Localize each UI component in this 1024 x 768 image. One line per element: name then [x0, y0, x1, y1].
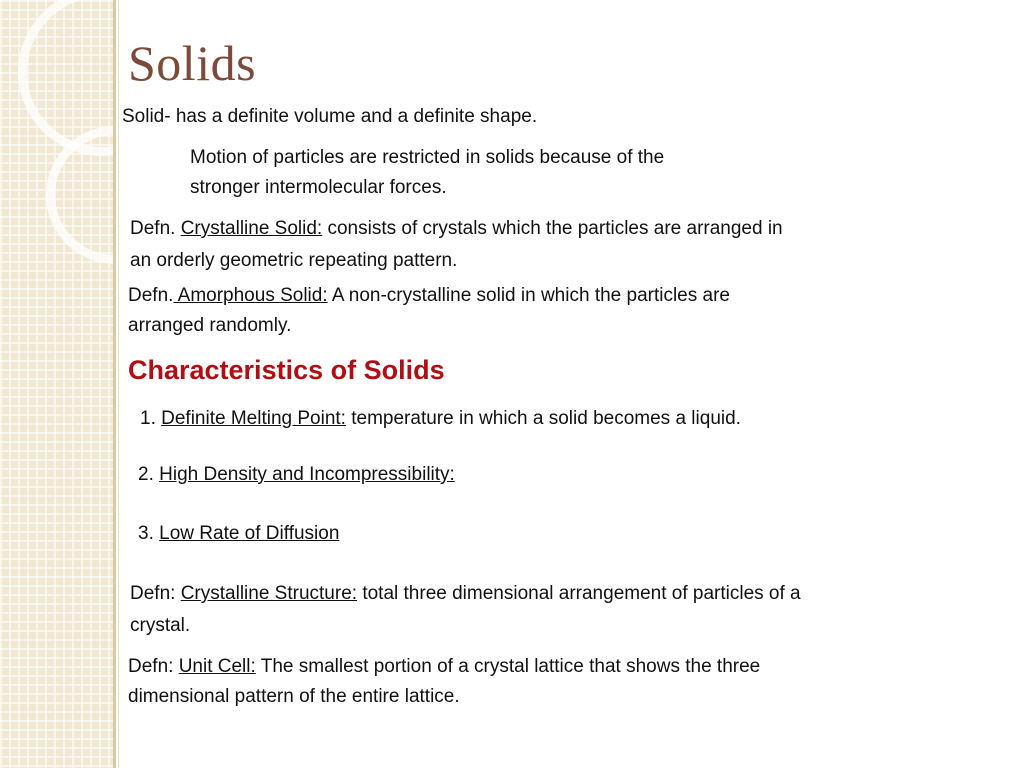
list-item [138, 460, 455, 490]
unit-cell-term: Unit Cell: [178, 656, 256, 677]
defn-prefix: Defn. [128, 285, 174, 306]
crystal-structure-text-1: total three dimensional arrangement of particles of a [357, 583, 801, 604]
item-number: 2. [138, 464, 154, 485]
amorphous-solid-term: Amorphous Solid: [173, 285, 328, 306]
side-divider [113, 0, 116, 768]
side-divider-thin [118, 0, 119, 768]
defn-prefix: Defn: [130, 583, 176, 604]
decorative-side-strip [0, 0, 113, 768]
crystalline-text-2: an orderly geometric repeating pattern. [130, 250, 458, 271]
crystalline-text-1: consists of crystals which the particles are arranged in [322, 218, 783, 239]
crystalline-definition-line-1 [130, 214, 783, 244]
amorphous-definition-line-1 [128, 281, 730, 311]
unit-cell-text-2: dimensional pattern of the entire lattice. [128, 686, 460, 707]
unit-cell-text-1: The smallest portion of a crystal lattice that shows the three [255, 656, 761, 677]
item-text: temperature in which a solid becomes a liquid. [345, 408, 741, 429]
defn-prefix: Defn. [130, 218, 176, 239]
crystalline-structure-term: Crystalline Structure: [180, 583, 358, 604]
defn-prefix: Defn: [128, 656, 174, 677]
item-number: 1. [140, 408, 156, 429]
unit-cell-definition-line-1 [128, 652, 760, 682]
item-term: High Density and Incompressibility: [159, 464, 455, 485]
crystal-structure-definition-line-1 [130, 579, 801, 609]
characteristics-heading: Characteristics of Solids [128, 355, 445, 385]
list-item [140, 404, 741, 434]
item-term: Definite Melting Point: [161, 408, 346, 429]
item-term: Low Rate of Diffusion [159, 523, 340, 544]
motion-line-2: stronger intermolecular forces. [190, 177, 447, 198]
crystalline-solid-term: Crystalline Solid: [180, 218, 323, 239]
solid-definition: Solid- has a definite volume and a definite shape. [122, 106, 538, 127]
item-number: 3. [138, 523, 154, 544]
decorative-ring [46, 126, 113, 264]
amorphous-text-2: arranged randomly. [128, 315, 292, 336]
amorphous-text-1: A non-crystalline solid in which the particles are [327, 285, 730, 306]
crystal-structure-text-2: crystal. [130, 615, 191, 636]
list-item [138, 519, 339, 549]
slide-title: Solids [128, 35, 257, 91]
motion-line-1: Motion of particles are restricted in solids because of the [190, 147, 665, 168]
